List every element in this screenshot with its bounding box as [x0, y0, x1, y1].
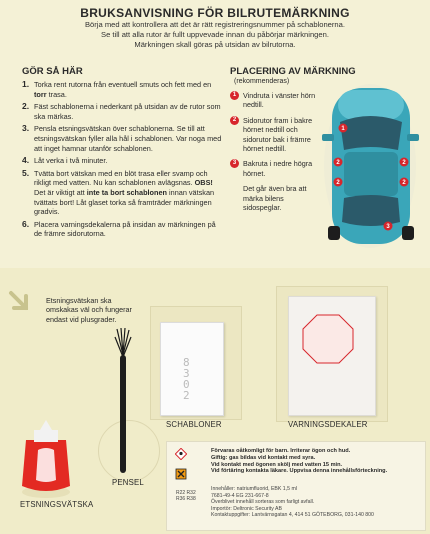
placement-list — [230, 91, 320, 212]
hazard-label — [166, 441, 426, 531]
step-item: 5. Tvätta bort vätskan med en blöt trasa eller svamp och rikligt med vatten. Nu kan schablonen avlägsnas. OBS! Det är viktigt att inte ta bort schablonen innan vätskan tvättats bort! Låt glaset torka så framträder märkningen gradvis. — [22, 167, 215, 217]
liquid-label: ETSNINGSVÄTSKA — [20, 500, 94, 509]
car-marker-label: 2 — [336, 160, 340, 166]
hazard-statements: Förvaras oåtkomligt för barn. Irriterar ögon och hud. Giftig: gas bildas vid kontakt med syra. Vid kontakt med ögonen skölj med vatten 15 min. Vid förtäring kontakta läkare. Uppvisa denna innehållsförteckning. — [211, 448, 388, 475]
intro-line: Se till att alla rutor är fullt uppvevade innan du påbörjar märkningen. — [101, 30, 329, 39]
steps-list — [22, 80, 222, 242]
car-marker-label: 2 — [336, 180, 340, 186]
car-marker-label: 2 — [402, 160, 406, 166]
step-number: 5. — [22, 167, 30, 178]
number-badge: 1 — [230, 91, 239, 100]
step-number: 2. — [22, 101, 30, 112]
car-marker-label: 2 — [402, 180, 406, 186]
irritant-hazard-icon — [175, 468, 187, 480]
page-title: BRUKSANVISNING FÖR BILRUTEMÄRKNING — [80, 6, 350, 20]
intro-line: Börja med att kontrollera att det är rätt registreringsnummer på schablonerna. — [84, 20, 345, 29]
number-badge: 3 — [230, 159, 239, 168]
step-item: 1. Torka rent rutorna från eventuell smuts och fett med en torr trasa. — [22, 79, 212, 99]
brush-illustration — [113, 327, 133, 477]
decal-octagon-icon — [289, 297, 375, 415]
stencil-label: SCHABLONER — [166, 420, 222, 429]
toxic-hazard-icon — [175, 448, 187, 460]
placement-item: 3 Bakruta i nedre högra hörnet. — [230, 159, 320, 178]
number-badge: 2 — [230, 116, 239, 125]
decal-label: VARNINGSDEKALER — [288, 420, 368, 429]
placement-note: Det går även bra att märka bilens sidospeglar. — [243, 184, 307, 213]
car-top-view-illustration — [318, 80, 423, 250]
howto-heading: GÖR SÅ HÄR — [22, 66, 83, 77]
step-number: 6. — [22, 218, 30, 229]
step-number: 3. — [22, 123, 30, 134]
brush-label: PENSEL — [112, 478, 144, 487]
step-item: 4. Låt verka i två minuter. — [22, 155, 108, 166]
arrow-icon — [8, 290, 34, 316]
placement-item: 1 Vindruta i vänster hörn nedtill. — [230, 91, 320, 110]
step-number: 1. — [22, 79, 30, 89]
product-info: Innehåller: natriumfluorid, EBK 1,5 ml 7681-49-4 EG 231-667-8 Överblivet innehåll sorteras som farligt avfall. Importör: Deltronic Security AB Kontaktuppgifter: Lantvärnsgatan 4, 414 51 GÖTEBORG, 031-140 800 — [211, 486, 374, 519]
placement-item: 2 Sidorutor fram i bakre hörnet nedtill och sidorutor bak i främre hörnet nedtill. — [230, 116, 320, 154]
liquid-note: Etsningsvätskan ska omskakas väl och fungerar endast vid plusgrader. — [46, 296, 132, 324]
warning-decal-sheet — [288, 296, 376, 416]
stencil-registration: 8 3 0 2 — [183, 356, 190, 402]
step-number: 4. — [22, 155, 30, 166]
etching-liquid-bottle — [16, 420, 78, 500]
step-item: 3. Pensla etsningsvätskan över schablonerna. Se till att etsningsvätskan fyller alla hål i schablonen. Var noga med att inget hamnar utanför schablonen. — [22, 123, 222, 153]
stencil-card — [160, 322, 224, 416]
placement-heading: PLACERING AV MÄRKNING — [230, 66, 356, 77]
step-item: 2. Fäst schablonerna i nederkant på utsidan av de rutor som ska märkas. — [22, 101, 221, 121]
car-marker-label: 3 — [386, 224, 390, 230]
intro-line: Märkningen skall göras på utsidan av bilrutorna. — [134, 40, 296, 49]
intro-text — [40, 20, 390, 50]
step-item: 6. Placera varningsdekalerna på insidan av märkningen på de främre sidorutorna. — [22, 218, 216, 239]
placement-subheading: (rekommenderas) — [234, 78, 290, 85]
risk-codes: R22 R32 R36 R38 — [176, 490, 196, 503]
car-marker-label: 1 — [341, 126, 345, 132]
